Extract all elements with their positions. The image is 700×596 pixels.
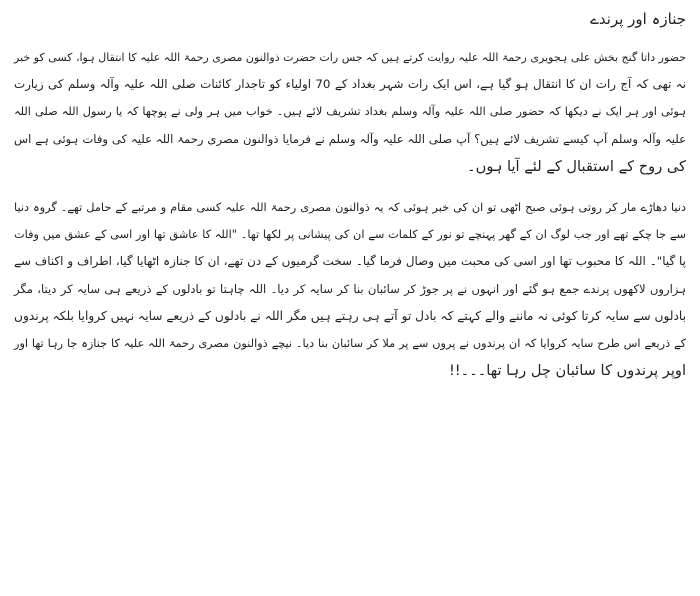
paragraph-line: سے جا چکے تھے اور جب لوگ ان کے گھر پہنچے تو نور کے کلمات سے ان کی پیشانی پر لکھا تھا۔ "اللہ کا عاشق تھا اور اسی کے عشق میں وفات <box>14 228 686 242</box>
paragraph-line: ہزاروں لاکھوں پرندے جمع ہو گئے اور انہوں نے پر جوڑ کر سائبان بنا کر سایہ کر دیا۔ اللہ چاہتا تو بادلوں کے ذریعے ہی سایہ کر دیتا، مگر <box>14 281 686 296</box>
paragraph-line: اوپر پرندوں کا سائبان چل رہا تھا۔۔۔!! <box>448 362 686 380</box>
paragraph-line: پا گیا"۔ اللہ کا محبوب تھا اور اسی کی محبت میں وصال فرما گیا۔ سخت گرمیوں کے دن تھے، ان کا جنازہ اٹھایا گیا، اطراف و اکناف سے <box>14 254 686 269</box>
article-title: جنازہ اور پرندے <box>590 10 686 28</box>
paragraph-line: حضور داتا گنج بخش علی ہجویری رحمۃ اللہ علیہ روایت کرتے ہیں کہ جس رات حضرت ذوالنون مصری رحمۃ اللہ علیہ کا انتقال ہوا، کسی کو خبر <box>14 51 686 64</box>
paragraph-line: نہ تھی کہ آج رات ان کا انتقال ہو گیا ہے، اس ایک رات شہر بغداد کے 70 اولیاء کو تاجدار کائنات صلی اللہ علیہ وآلہ وسلم کی زیارت <box>14 77 686 92</box>
paragraph-line: کی روح کے استقبال کے لئے آیا ہوں۔ <box>467 157 686 175</box>
paragraph-line: علیہ وآلہ وسلم آپ کیسے تشریف لائے ہیں؟ آپ صلی اللہ علیہ وآلہ وسلم نے فرمایا ذوالنون مصری رحمۃ اللہ علیہ کی وفات ہوئی ہے اس <box>14 131 686 146</box>
paragraph-line: ہوئی اور ہر ایک نے دیکھا کہ حضور صلی اللہ علیہ وآلہ وسلم بغداد تشریف لائے ہیں۔ خواب میں ہر ولی نے پوچھا کہ یا رسول اللہ صلی اللہ <box>14 105 686 119</box>
paragraph-line: بادلوں سے سایہ کرتا کوئی نہ ماننے والے کہتے کہ بادل تو آتے ہی رہتے ہیں مگر اللہ نے بادلوں کے ذریعے سایہ نہیں کروایا بلکہ پرندوں <box>14 308 686 323</box>
paragraph-1 <box>14 44 686 180</box>
paragraph-2 <box>14 194 686 384</box>
paragraph-line: دنیا دھاڑے مار کر روتی ہوئی صبح اٹھی تو ان کی خبر ہوئی کہ یہ ذوالنون مصری رحمۃ اللہ علیہ کسی مقام و مرتبے کے حامل تھے۔ گروہ دنیا <box>14 201 686 215</box>
paragraph-line: کے ذریعے اس طرح سایہ کروایا کہ ان پرندوں نے پروں سے پر ملا کر سائبان بنا دیا۔ نیچے ذوالنون مصری رحمۃ اللہ علیہ کا جنازہ جا رہا تھا اور <box>14 337 686 351</box>
